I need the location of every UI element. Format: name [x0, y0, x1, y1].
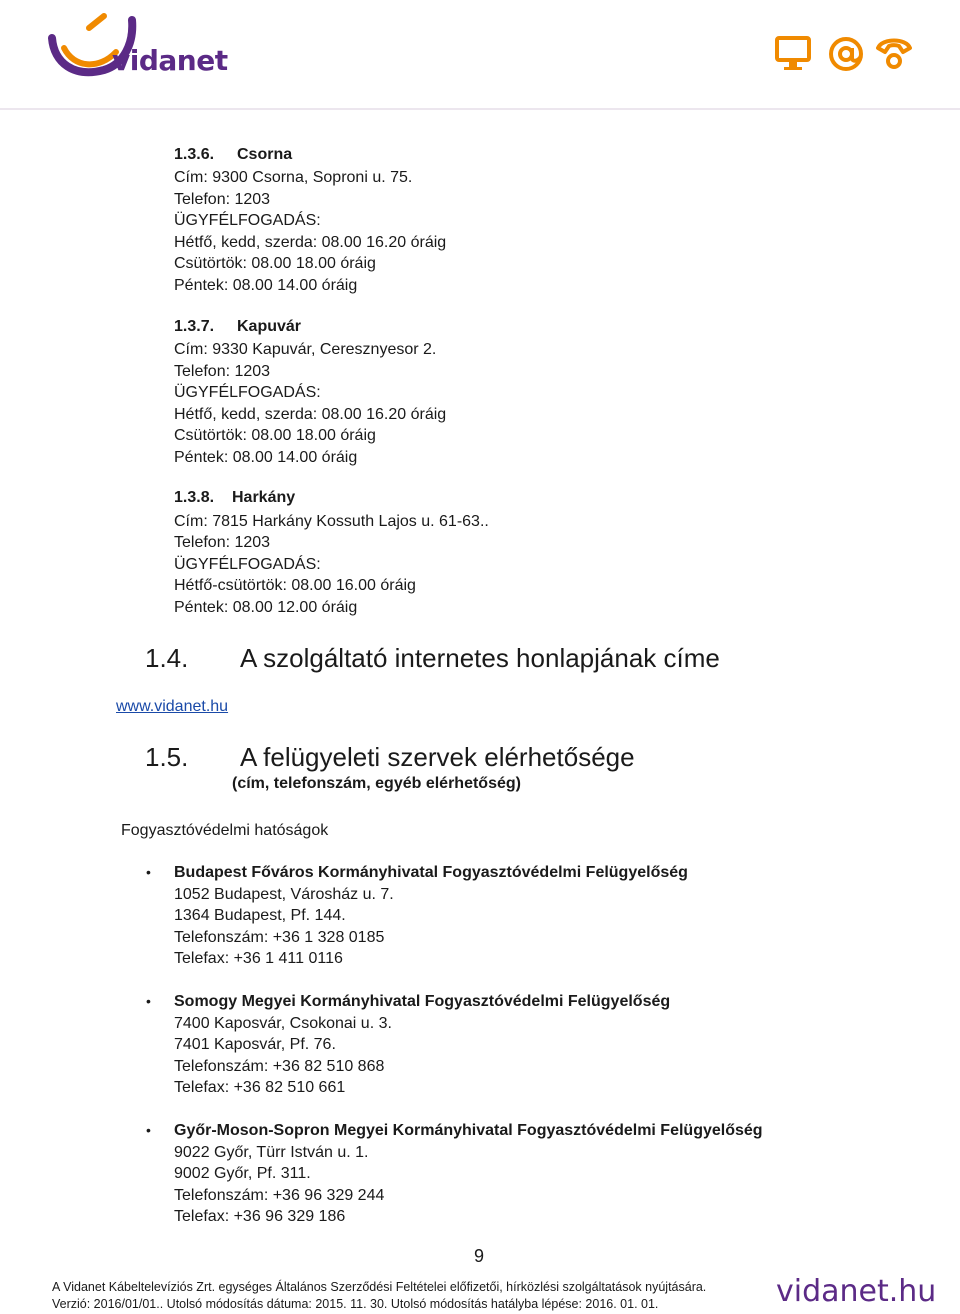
authority-address: 7400 Kaposvár, Csokonai u. 3. — [174, 1015, 392, 1032]
authority-name: Budapest Főváros Kormányhivatal Fogyasztóvédelmi Felügyelőség — [174, 864, 688, 881]
header-divider — [0, 108, 960, 110]
hours-line: Hétfő, kedd, szerda: 08.00 16.20 óráig — [174, 234, 447, 251]
address-line: Cím: 7815 Harkány Kossuth Lajos u. 61-63.. — [174, 513, 489, 530]
section-name: Kapuvár — [237, 318, 302, 335]
footer-line-1: A Vidanet Kábeltelevíziós Zrt. egységes Általános Szerződési Feltételei előfizetői, hírközlési szolgáltatások nyújtására. — [52, 1280, 707, 1294]
hours-line: Hétfő, kedd, szerda: 08.00 16.20 óráig — [174, 406, 447, 423]
page-header — [0, 0, 960, 110]
phone-line: Telefon: 1203 — [174, 191, 271, 208]
hours-line: Péntek: 08.00 14.00 óráig — [174, 449, 358, 466]
authority-name: Győr-Moson-Sopron Megyei Kormányhivatal Fogyasztóvédelmi Felügyelőség — [174, 1122, 763, 1139]
heading-subtitle: (cím, telefonszám, egyéb elérhetőség) — [232, 775, 521, 792]
section-number: 1.3.6. — [174, 146, 215, 163]
section-name: Csorna — [237, 146, 293, 163]
authorities-label: Fogyasztóvédelmi hatóságok — [121, 822, 329, 839]
authority-phone: Telefonszám: +36 96 329 244 — [174, 1187, 385, 1204]
authority-phone: Telefonszám: +36 82 510 868 — [174, 1058, 385, 1075]
bullet-icon: • — [146, 993, 151, 1009]
heading-number: 1.4. — [145, 643, 189, 673]
hours-label: ÜGYFÉLFOGADÁS: — [174, 212, 321, 229]
monitor-icon[interactable] — [774, 34, 814, 74]
phone-line: Telefon: 1203 — [174, 534, 271, 551]
authority-address: 1052 Budapest, Városház u. 7. — [174, 886, 394, 903]
hours-line: Csütörtök: 08.00 18.00 óráig — [174, 427, 376, 444]
heading-title: A szolgáltató internetes honlapjának címe — [240, 643, 720, 673]
heading-title: A felügyeleti szervek elérhetősége — [240, 742, 635, 772]
authority-pobox: 9002 Győr, Pf. 311. — [174, 1165, 311, 1182]
authority-pobox: 1364 Budapest, Pf. 144. — [174, 907, 346, 924]
hours-line: Csütörtök: 08.00 18.00 óráig — [174, 255, 376, 272]
hours-label: ÜGYFÉLFOGADÁS: — [174, 384, 321, 401]
authority-fax: Telefax: +36 1 411 0116 — [174, 950, 343, 967]
section-name: Harkány — [232, 489, 296, 506]
section-number: 1.3.7. — [174, 318, 215, 335]
authority-name: Somogy Megyei Kormányhivatal Fogyasztóvédelmi Felügyelőség — [174, 993, 671, 1010]
hours-label: ÜGYFÉLFOGADÁS: — [174, 556, 321, 573]
hours-line: Hétfő-csütörtök: 08.00 16.00 óráig — [174, 577, 416, 594]
website-link[interactable]: www.vidanet.hu — [116, 698, 229, 715]
phone-icon[interactable] — [874, 34, 914, 74]
authority-pobox: 7401 Kaposvár, Pf. 76. — [174, 1036, 336, 1053]
bullet-icon: • — [146, 864, 151, 880]
address-line: Cím: 9300 Csorna, Soproni u. 75. — [174, 169, 413, 186]
hours-line: Péntek: 08.00 12.00 óráig — [174, 599, 358, 616]
footer-brand[interactable]: vidanet.hu — [776, 1274, 937, 1309]
at-sign-icon[interactable] — [826, 34, 866, 74]
phone-line: Telefon: 1203 — [174, 363, 271, 380]
section-number: 1.3.8. — [174, 489, 215, 506]
authority-fax: Telefax: +36 82 510 661 — [174, 1079, 346, 1096]
brand-name: vidanet — [112, 44, 228, 77]
heading-number: 1.5. — [145, 742, 189, 772]
address-line: Cím: 9330 Kapuvár, Ceresznyesor 2. — [174, 341, 437, 358]
authority-address: 9022 Győr, Türr István u. 1. — [174, 1144, 369, 1161]
authority-phone: Telefonszám: +36 1 328 0185 — [174, 929, 385, 946]
footer-line-2: Verzió: 2016/01/01.. Utolsó módosítás dátuma: 2015. 11. 30. Utolsó módosítás hatályba lépése: 2016. 01. 01. — [52, 1297, 659, 1311]
page-number: 9 — [474, 1246, 485, 1266]
authority-fax: Telefax: +36 96 329 186 — [174, 1208, 346, 1225]
hours-line: Péntek: 08.00 14.00 óráig — [174, 277, 358, 294]
bullet-icon: • — [146, 1122, 151, 1138]
